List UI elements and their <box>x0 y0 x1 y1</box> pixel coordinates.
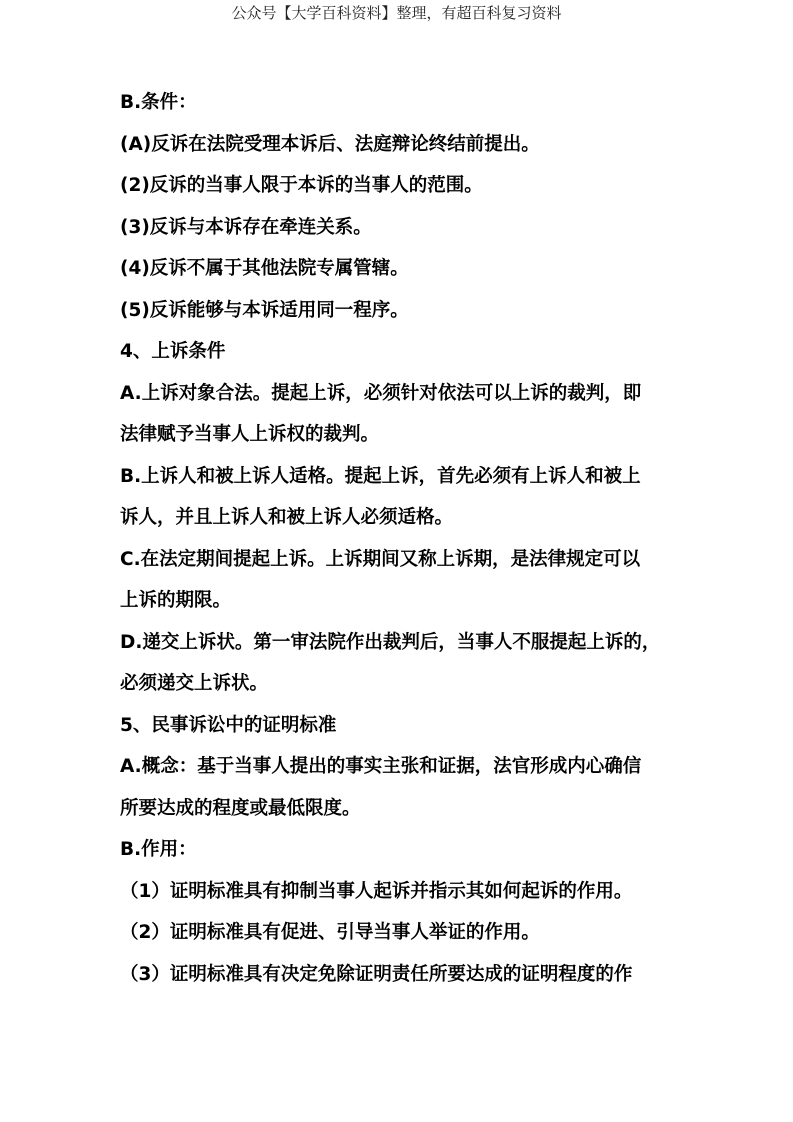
text-line: （2）证明标准具有促进、引导当事人举证的作用。 <box>120 922 540 943</box>
section-heading: 5、民事诉讼中的证明标准 <box>120 714 337 736</box>
text-line: C.在法定期间提起上诉。上诉期间又称上诉期，是法律规定可以 <box>120 548 641 570</box>
text-line: (5)反诉能够与本诉适用同一程序。 <box>120 299 409 321</box>
text-line: (4)反诉不属于其他法院专属管辖。 <box>120 258 409 279</box>
text-line: (3)反诉与本诉存在牵连关系。 <box>120 216 372 238</box>
text-line: A.上诉对象合法。提起上诉，必须针对依法可以上诉的裁判，即 <box>120 382 642 404</box>
text-line: 诉人，并且上诉人和被上诉人必须适格。 <box>120 507 454 528</box>
text-line: B.条件： <box>120 92 197 113</box>
section-heading: 4、上诉条件 <box>120 341 226 362</box>
document-body <box>120 82 680 995</box>
text-line: 必须递交上诉状。 <box>120 673 269 694</box>
text-line: A.概念：基于当事人提出的事实主张和证据，法官形成内心确信 <box>120 756 642 777</box>
page-header: 公众号【大学百科资料】整理，有超百科复习资料 <box>231 4 562 22</box>
text-line: B.作用： <box>120 839 197 860</box>
text-line: D.递交上诉状。第一审法院作出裁判后，当事人不服提起上诉的， <box>120 631 661 653</box>
text-line: B.上诉人和被上诉人适格。提起上诉，首先必须有上诉人和被上 <box>120 465 641 487</box>
text-line: 上诉的期限。 <box>120 590 232 611</box>
text-line: （1）证明标准具有抑制当事人起诉并指示其如何起诉的作用。 <box>120 880 633 902</box>
text-line: （3）证明标准具有决定免除证明责任所要达成的证明程度的作 <box>120 963 633 985</box>
text-line: (2)反诉的当事人限于本诉的当事人的范围。 <box>120 175 483 196</box>
text-line: 所要达成的程度或最低限度。 <box>120 797 361 819</box>
text-line: (A)反诉在法院受理本诉后、法庭辩论终结前提出。 <box>120 133 540 155</box>
text-line: 法律赋予当事人上诉权的裁判。 <box>120 424 380 445</box>
